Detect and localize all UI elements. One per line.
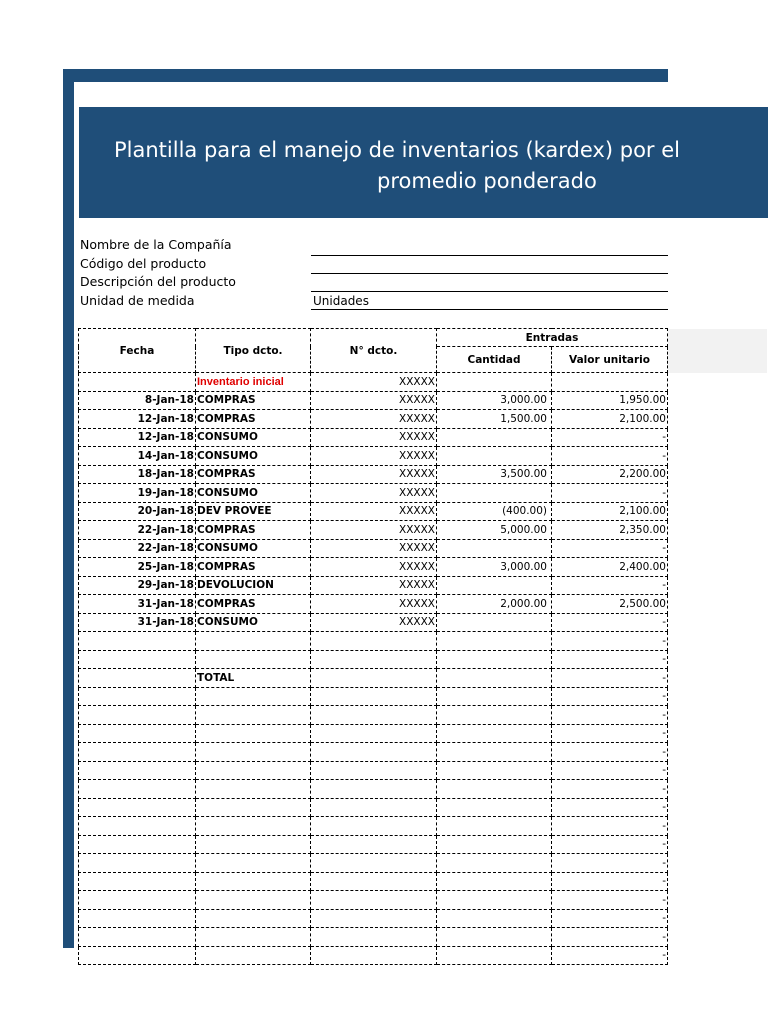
row-filler [668, 613, 768, 632]
row-filler [668, 817, 768, 836]
table-row [79, 465, 768, 484]
cell-tipo-dcto[interactable] [196, 687, 311, 706]
cell-tipo-dcto[interactable] [196, 817, 311, 836]
cell-fecha[interactable] [79, 687, 196, 706]
table-row [79, 558, 768, 577]
cell-numero-dcto[interactable]: XXXXX [311, 447, 437, 466]
cell-cantidad[interactable] [437, 373, 552, 392]
cell-cantidad[interactable] [437, 539, 552, 558]
cell-tipo-dcto[interactable]: CONSUMO [196, 428, 311, 447]
product-description-field[interactable] [311, 291, 668, 292]
cell-valor-unitario[interactable]: 2,350.00 [552, 521, 668, 540]
table-row [79, 780, 768, 799]
cell-numero-dcto[interactable] [311, 687, 437, 706]
row-filler [668, 484, 768, 503]
cell-numero-dcto[interactable] [311, 632, 437, 651]
cell-valor-unitario[interactable]: 2,500.00 [552, 595, 668, 614]
cell-fecha[interactable] [79, 909, 196, 928]
row-filler [668, 724, 768, 743]
cell-valor-unitario[interactable] [552, 373, 668, 392]
cell-numero-dcto[interactable]: XXXXX [311, 465, 437, 484]
cell-fecha[interactable] [79, 761, 196, 780]
cell-numero-dcto[interactable]: XXXXX [311, 373, 437, 392]
cell-fecha[interactable]: 22-Jan-18 [79, 539, 196, 558]
company-field[interactable] [311, 255, 668, 256]
cell-fecha[interactable]: 12-Jan-18 [79, 428, 196, 447]
row-filler [668, 650, 768, 669]
cell-tipo-dcto[interactable] [196, 891, 311, 910]
table-row [79, 817, 768, 836]
cell-tipo-dcto[interactable]: COMPRAS [196, 558, 311, 577]
cell-fecha[interactable] [79, 872, 196, 891]
header-cantidad: Cantidad [437, 347, 552, 373]
cell-fecha[interactable]: 31-Jan-18 [79, 613, 196, 632]
cell-fecha[interactable] [79, 724, 196, 743]
title-banner [79, 107, 768, 218]
unit-field-line [311, 309, 668, 310]
row-filler [668, 909, 768, 928]
table-row [79, 632, 768, 651]
cell-valor-unitario[interactable]: - [552, 854, 668, 873]
cell-tipo-dcto[interactable]: DEVOLUCION [196, 576, 311, 595]
cell-fecha[interactable] [79, 650, 196, 669]
product-code-label: Código del producto [80, 256, 207, 271]
cell-cantidad[interactable] [437, 613, 552, 632]
cell-tipo-dcto[interactable]: CONSUMO [196, 447, 311, 466]
cell-tipo-dcto[interactable]: COMPRAS [196, 391, 311, 410]
cell-numero-dcto[interactable]: XXXXX [311, 539, 437, 558]
row-filler [668, 946, 768, 965]
table-row [79, 539, 768, 558]
cell-numero-dcto[interactable] [311, 891, 437, 910]
cell-cantidad[interactable] [437, 447, 552, 466]
cell-tipo-dcto[interactable]: COMPRAS [196, 595, 311, 614]
cell-valor-unitario[interactable]: - [552, 650, 668, 669]
unit-label: Unidad de medida [80, 293, 195, 308]
cell-fecha[interactable] [79, 928, 196, 947]
cell-fecha[interactable] [79, 373, 196, 392]
cell-numero-dcto[interactable]: XXXXX [311, 613, 437, 632]
cell-numero-dcto[interactable] [311, 743, 437, 762]
cell-numero-dcto[interactable]: XXXXX [311, 410, 437, 429]
cell-numero-dcto[interactable] [311, 835, 437, 854]
table-row [79, 687, 768, 706]
table-row [79, 502, 768, 521]
header-entradas: Entradas [437, 329, 668, 347]
cell-cantidad[interactable] [437, 743, 552, 762]
cell-tipo-dcto[interactable] [196, 872, 311, 891]
cell-cantidad[interactable]: 3,500.00 [437, 465, 552, 484]
cell-numero-dcto[interactable] [311, 706, 437, 725]
cell-cantidad[interactable]: 2,000.00 [437, 595, 552, 614]
cell-cantidad[interactable] [437, 687, 552, 706]
cell-valor-unitario[interactable]: - [552, 539, 668, 558]
table-row [79, 484, 768, 503]
row-filler [668, 872, 768, 891]
cell-tipo-dcto[interactable]: Inventario inicial [196, 373, 311, 392]
table-row [79, 447, 768, 466]
cell-valor-unitario[interactable]: - [552, 909, 668, 928]
header-overflow-area [668, 329, 768, 347]
cell-numero-dcto[interactable]: XXXXX [311, 502, 437, 521]
cell-fecha[interactable] [79, 706, 196, 725]
cell-fecha[interactable] [79, 632, 196, 651]
cell-valor-unitario[interactable]: - [552, 484, 668, 503]
table-row [79, 761, 768, 780]
cell-cantidad[interactable] [437, 669, 552, 688]
cell-cantidad[interactable]: 3,000.00 [437, 391, 552, 410]
cell-fecha[interactable]: 8-Jan-18 [79, 391, 196, 410]
cell-numero-dcto[interactable] [311, 724, 437, 743]
cell-numero-dcto[interactable]: XXXXX [311, 484, 437, 503]
cell-cantidad[interactable] [437, 817, 552, 836]
cell-cantidad[interactable] [437, 650, 552, 669]
cell-tipo-dcto[interactable] [196, 724, 311, 743]
cell-valor-unitario[interactable]: - [552, 891, 668, 910]
cell-cantidad[interactable] [437, 428, 552, 447]
cell-cantidad[interactable]: 5,000.00 [437, 521, 552, 540]
cell-cantidad[interactable] [437, 761, 552, 780]
cell-fecha[interactable]: 20-Jan-18 [79, 502, 196, 521]
cell-valor-unitario[interactable]: - [552, 798, 668, 817]
cell-fecha[interactable] [79, 798, 196, 817]
row-filler [668, 761, 768, 780]
row-filler [668, 669, 768, 688]
cell-cantidad[interactable] [437, 891, 552, 910]
cell-tipo-dcto[interactable]: COMPRAS [196, 465, 311, 484]
cell-tipo-dcto[interactable] [196, 798, 311, 817]
unit-value[interactable]: Unidades [313, 294, 369, 308]
cell-cantidad[interactable] [437, 909, 552, 928]
cell-valor-unitario[interactable]: - [552, 576, 668, 595]
cell-fecha[interactable]: 29-Jan-18 [79, 576, 196, 595]
cell-tipo-dcto[interactable] [196, 780, 311, 799]
cell-fecha[interactable]: 19-Jan-18 [79, 484, 196, 503]
cell-cantidad[interactable]: 3,000.00 [437, 558, 552, 577]
table-row [79, 798, 768, 817]
cell-tipo-dcto[interactable] [196, 854, 311, 873]
table-row [79, 743, 768, 762]
table-row [79, 872, 768, 891]
cell-valor-unitario[interactable]: - [552, 835, 668, 854]
cell-fecha[interactable] [79, 817, 196, 836]
table-row [79, 410, 768, 429]
cell-tipo-dcto[interactable]: DEV PROVEE [196, 502, 311, 521]
row-filler [668, 391, 768, 410]
cell-tipo-dcto[interactable]: CONSUMO [196, 484, 311, 503]
cell-valor-unitario[interactable]: - [552, 669, 668, 688]
table-row [79, 613, 768, 632]
cell-fecha[interactable]: 25-Jan-18 [79, 558, 196, 577]
cell-tipo-dcto[interactable]: TOTAL [196, 669, 311, 688]
cell-cantidad[interactable] [437, 872, 552, 891]
table-row [79, 835, 768, 854]
cell-cantidad[interactable] [437, 576, 552, 595]
left-accent-bar [63, 69, 74, 948]
row-filler [668, 743, 768, 762]
table-row [79, 373, 768, 392]
cell-fecha[interactable] [79, 891, 196, 910]
cell-valor-unitario[interactable]: - [552, 817, 668, 836]
cell-numero-dcto[interactable]: XXXXX [311, 576, 437, 595]
row-filler [668, 928, 768, 947]
cell-fecha[interactable] [79, 946, 196, 965]
row-filler [668, 502, 768, 521]
row-filler [668, 632, 768, 651]
table-row [79, 595, 768, 614]
row-filler [668, 798, 768, 817]
row-filler [668, 558, 768, 577]
cell-cantidad[interactable] [437, 706, 552, 725]
table-row [79, 706, 768, 725]
page-title-line1: Plantilla para el manejo de inventarios (kardex) por el [114, 138, 680, 162]
cell-valor-unitario[interactable]: - [552, 632, 668, 651]
cell-valor-unitario[interactable]: - [552, 613, 668, 632]
cell-fecha[interactable]: 31-Jan-18 [79, 595, 196, 614]
table-row [79, 891, 768, 910]
cell-valor-unitario[interactable]: - [552, 687, 668, 706]
table-row [79, 428, 768, 447]
cell-cantidad[interactable] [437, 854, 552, 873]
row-filler [668, 854, 768, 873]
cell-tipo-dcto[interactable] [196, 632, 311, 651]
cell-tipo-dcto[interactable]: CONSUMO [196, 539, 311, 558]
cell-cantidad[interactable] [437, 724, 552, 743]
row-filler [668, 428, 768, 447]
table-row [79, 576, 768, 595]
table-row [79, 650, 768, 669]
product-description-label: Descripción del producto [80, 274, 236, 289]
page-title-line2: promedio ponderado [377, 169, 597, 193]
cell-cantidad[interactable] [437, 780, 552, 799]
table-row [79, 521, 768, 540]
cell-valor-unitario[interactable]: 2,200.00 [552, 465, 668, 484]
cell-tipo-dcto[interactable] [196, 706, 311, 725]
row-filler [668, 595, 768, 614]
row-filler [668, 410, 768, 429]
cell-numero-dcto[interactable] [311, 761, 437, 780]
cell-valor-unitario[interactable]: - [552, 743, 668, 762]
top-accent-bar [63, 69, 668, 82]
cell-numero-dcto[interactable] [311, 928, 437, 947]
cell-valor-unitario[interactable]: 2,400.00 [552, 558, 668, 577]
cell-tipo-dcto[interactable]: CONSUMO [196, 613, 311, 632]
cell-valor-unitario[interactable]: - [552, 946, 668, 965]
kardex-table [78, 328, 768, 965]
header-fecha: Fecha [79, 329, 196, 373]
cell-cantidad[interactable] [437, 946, 552, 965]
cell-tipo-dcto[interactable] [196, 743, 311, 762]
cell-numero-dcto[interactable] [311, 872, 437, 891]
row-filler [668, 465, 768, 484]
cell-tipo-dcto[interactable] [196, 835, 311, 854]
cell-numero-dcto[interactable]: XXXXX [311, 391, 437, 410]
cell-valor-unitario[interactable]: - [552, 928, 668, 947]
table-row [79, 946, 768, 965]
company-label: Nombre de la Compañía [80, 237, 232, 252]
table-row [79, 928, 768, 947]
row-filler [668, 447, 768, 466]
cell-tipo-dcto[interactable]: COMPRAS [196, 410, 311, 429]
cell-numero-dcto[interactable] [311, 909, 437, 928]
row-filler [668, 521, 768, 540]
cell-fecha[interactable] [79, 743, 196, 762]
cell-tipo-dcto[interactable] [196, 761, 311, 780]
row-filler [668, 576, 768, 595]
cell-valor-unitario[interactable]: - [552, 761, 668, 780]
cell-fecha[interactable]: 22-Jan-18 [79, 521, 196, 540]
table-row [79, 854, 768, 873]
cell-fecha[interactable] [79, 669, 196, 688]
cell-valor-unitario[interactable]: - [552, 706, 668, 725]
row-filler [668, 706, 768, 725]
header-overflow-area-2 [668, 347, 768, 373]
table-row [79, 391, 768, 410]
row-filler [668, 687, 768, 706]
cell-valor-unitario[interactable]: - [552, 447, 668, 466]
cell-tipo-dcto[interactable] [196, 650, 311, 669]
cell-fecha[interactable] [79, 835, 196, 854]
cell-cantidad[interactable] [437, 798, 552, 817]
cell-numero-dcto[interactable]: XXXXX [311, 558, 437, 577]
cell-fecha[interactable] [79, 854, 196, 873]
cell-numero-dcto[interactable] [311, 854, 437, 873]
cell-numero-dcto[interactable]: XXXXX [311, 521, 437, 540]
cell-valor-unitario[interactable]: 1,950.00 [552, 391, 668, 410]
cell-fecha[interactable] [79, 780, 196, 799]
cell-numero-dcto[interactable]: XXXXX [311, 595, 437, 614]
cell-valor-unitario[interactable]: - [552, 428, 668, 447]
product-code-field[interactable] [311, 273, 668, 274]
cell-cantidad[interactable]: 1,500.00 [437, 410, 552, 429]
cell-valor-unitario[interactable]: - [552, 872, 668, 891]
table-row [79, 909, 768, 928]
cell-numero-dcto[interactable]: XXXXX [311, 428, 437, 447]
cell-valor-unitario[interactable]: - [552, 780, 668, 799]
cell-numero-dcto[interactable] [311, 780, 437, 799]
header-numero-dcto: N° dcto. [311, 329, 437, 373]
cell-numero-dcto[interactable] [311, 798, 437, 817]
row-filler [668, 835, 768, 854]
header-valor-unitario: Valor unitario [552, 347, 668, 373]
cell-cantidad[interactable]: (400.00) [437, 502, 552, 521]
cell-valor-unitario[interactable]: 2,100.00 [552, 502, 668, 521]
row-filler [668, 891, 768, 910]
cell-cantidad[interactable] [437, 835, 552, 854]
cell-cantidad[interactable] [437, 928, 552, 947]
row-filler [668, 539, 768, 558]
table-row [79, 724, 768, 743]
cell-tipo-dcto[interactable] [196, 928, 311, 947]
cell-numero-dcto[interactable] [311, 669, 437, 688]
cell-numero-dcto[interactable] [311, 946, 437, 965]
cell-numero-dcto[interactable] [311, 650, 437, 669]
cell-tipo-dcto[interactable] [196, 946, 311, 965]
cell-numero-dcto[interactable] [311, 817, 437, 836]
cell-valor-unitario[interactable]: - [552, 724, 668, 743]
cell-cantidad[interactable] [437, 484, 552, 503]
header-tipo-dcto: Tipo dcto. [196, 329, 311, 373]
cell-fecha[interactable]: 12-Jan-18 [79, 410, 196, 429]
cell-cantidad[interactable] [437, 632, 552, 651]
cell-fecha[interactable]: 18-Jan-18 [79, 465, 196, 484]
cell-tipo-dcto[interactable] [196, 909, 311, 928]
row-filler [668, 373, 768, 392]
row-filler [668, 780, 768, 799]
cell-tipo-dcto[interactable]: COMPRAS [196, 521, 311, 540]
cell-fecha[interactable]: 14-Jan-18 [79, 447, 196, 466]
table-row [79, 669, 768, 688]
cell-valor-unitario[interactable]: 2,100.00 [552, 410, 668, 429]
